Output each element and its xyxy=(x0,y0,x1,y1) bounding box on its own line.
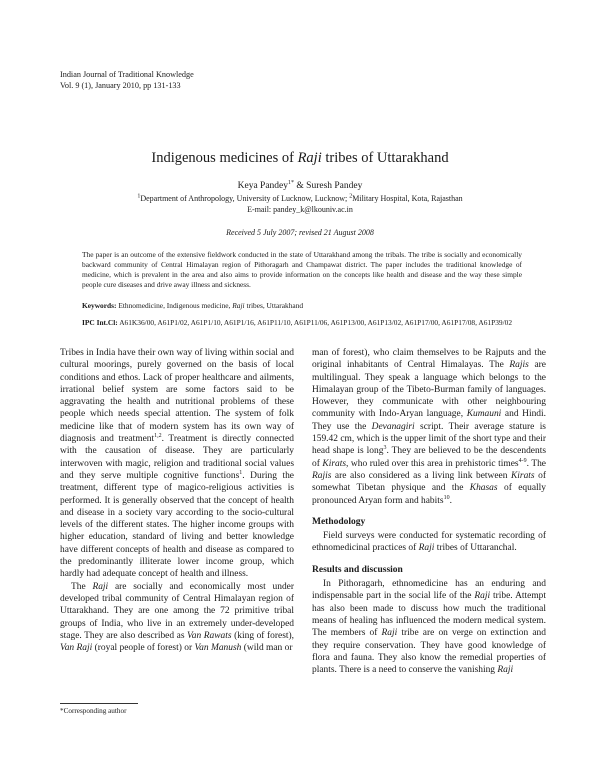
journal-citation: Vol. 9 (1), January 2010, pp 131-133 xyxy=(60,80,181,90)
methodology-paragraph: Field surveys were conducted for systematic recording of ethnomedicinal practices of Raji tribes of Uttaranchal. xyxy=(312,531,546,554)
section-heading-results: Results and discussion xyxy=(312,564,403,575)
abstract: The paper is an outcome of the extensive fieldwork conducted in the state of Uttarakhand among the tribals. The tribe is socially and economically backward community of Central Himalayan region of Pithoragarh and Champawat district. The paper includes the traditional knowledge of medicine, which is prevalent in the area and also aims to provide information on the concepts like health and disease and the way these simple people cure diseases and drive away illness and sickness. xyxy=(82,250,522,289)
paper-title: Indigenous medicines of Raji tribes of Uttarakhand xyxy=(151,150,449,166)
received-dates: Received 5 July 2007; revised 21 August 2008 xyxy=(226,228,374,237)
journal-name: Indian Journal of Traditional Knowledge xyxy=(60,70,194,79)
journal-header xyxy=(60,70,194,91)
keywords: Keywords: Ethnomedicine, Indigenous medicine, Raji tribes, Uttarakhand xyxy=(82,301,304,310)
ipc-classification: IPC Int.Cl: A61K36/00, A61P1/02, A61P1/10, A61P1/16, A61P11/10, A61P11/06, A61P13/00, A61P13/02, A61P17/00, A61P17/08, A61P39/02 xyxy=(82,318,513,327)
author-1: Keya Pandey xyxy=(237,181,289,191)
intro-paragraph-continued: man of forest), who claim themselves to be Rajputs and the original inhabitants of Central Himalayas. The Rajis are multilingual. They speak a language which belongs to the Himalayan group of the Tibeto-Burman family of languages. However, they communicate with other neighbouring community with Indo-Aryan language, Kumauni and Hindi. They use the Devanagiri script. Their average stature is 159.42 cm, which is the upper limit of the short type and their head shape is long$^3$. They are believed to be the descendents of Kirats, who ruled over this area in prehistoric times$^{4-9}$. The Rajis are also considered as a living link between Kirats of somewhat Tibetan physique and the Khasas of equally pronounced Aryan form and habits$^{10}$. xyxy=(312,348,547,506)
intro-paragraph-1: Tribes in India have their own way of living within social and cultural moorings, purely governed on the basis of local conditions and ethos. Lack of proper healthcare and ailments, irrational belief system are some factors said to be aggravating the health and nutritional problems of these people which needs special attention. The system of folk medicine like that of modern system has its own way of diagnosis and treatment$^{1,2}$. Treatment is directly connected with the causation of disease. They are particularly interwoven with magic, religion and traditional social values and they serve multiple cognitive functions$^1$. During the treatment, different type of magico-religious activities is performed. It is generally observed that the concept of health and disease in a society vary according to the socio-cultural levels of the different states. The higher income groups with higher education, standard of living and better knowledge have different concepts of health and disease as compared to the predominantly illiterate lower income group, which hardly had adequate concept of health and illness. xyxy=(60,348,294,580)
footnote-rule xyxy=(60,703,138,704)
email: E-mail: pandey_k@lkouniv.ac.in xyxy=(247,204,353,214)
affiliations: $^1$Department of Anthropology, University of Lucknow, Lucknow; $^2$Military Hospital, Kota, Rajasthan E-mail: pandey_k@lkouniv.ac.in xyxy=(0,194,600,215)
intro-paragraph-2: The Raji are socially and economically most under developed tribal community of Central Himalayan region of Uttarakhand. They are one among the 72 primitive tribal groups of India, who live in an extremely under-developed stage. They are also described as Van Rawats (king of forest), Van Raji (royal people of forest) or Van Manush (wild man or xyxy=(60,581,294,654)
left-column xyxy=(60,347,294,654)
footnote: *Corresponding author xyxy=(60,707,127,715)
author-list: Keya Pandey$^{1*}$ & Suresh Pandey xyxy=(237,179,363,191)
right-column xyxy=(312,347,546,676)
author-2: Suresh Pandey xyxy=(306,181,363,191)
results-paragraph: In Pithoragarh, ethnomedicine has an enduring and indispensable part in the social life of the Raji tribe. Attempt has also been made to discuss how much the traditional means of healing has influenced the modern medical system. The members of Raji tribe are on verge on extinction and they require conservation. They have good knowledge of flora and fauna. They also know the remedial properties of plants. There is a need to conserve the vanishing Raji xyxy=(312,579,546,676)
section-heading-methodology: Methodology xyxy=(312,516,366,527)
